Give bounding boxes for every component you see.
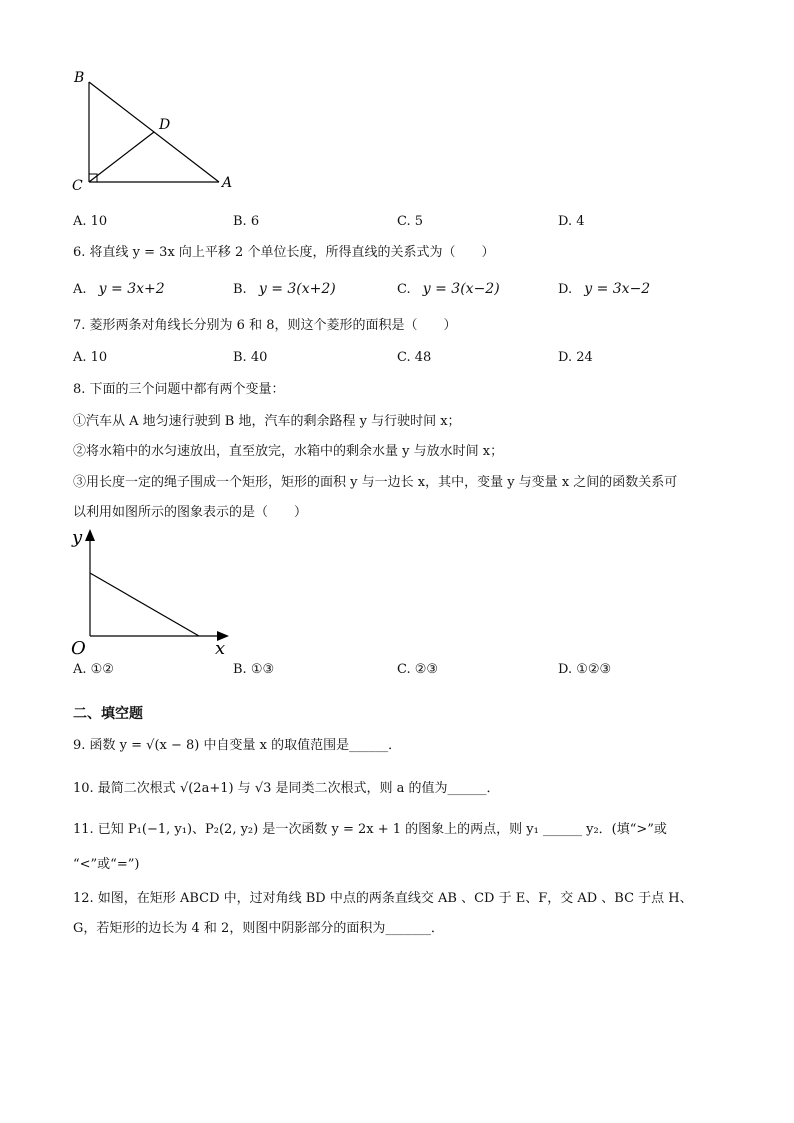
q8-option-a[interactable]: A. ①② <box>73 662 114 677</box>
label-y: y <box>72 527 83 548</box>
q5-option-c[interactable]: C. 5 <box>397 214 424 229</box>
label-x: x <box>215 638 226 658</box>
q12-text: 12. 如图，在矩形 ABCD 中，过对角线 BD 中点的两条直线交 AB 、CD 于 E、F，交 AD 、BC 于点 H、 <box>73 891 693 906</box>
q6-option-a-label: A. <box>73 282 87 297</box>
triangle-figure <box>65 65 245 195</box>
label-a: A <box>222 175 233 191</box>
q7-option-c[interactable]: C. 48 <box>397 350 432 365</box>
q6-option-c-label: C. <box>397 282 411 297</box>
q6-option-b-label: B. <box>233 282 247 297</box>
label-origin: O <box>71 638 86 658</box>
q6-stem: 6. 将直线 y = 3x 向上平移 2 个单位长度，所得直线的关系式为（ ） <box>73 245 495 260</box>
q8-option-b[interactable]: B. ①③ <box>233 662 275 677</box>
q6-option-b[interactable] <box>233 281 336 297</box>
q11-text-continued: “<”或“=”) <box>73 857 140 872</box>
q7-stem: 7. 菱形两条对角线长分别为 6 和 8，则这个菱形的面积是（ ） <box>73 318 457 333</box>
q8-stem: 8. 下面的三个问题中都有两个变量： <box>73 382 285 397</box>
q6-option-a-formula: y = 3x+2 <box>98 281 165 297</box>
q6-option-a[interactable] <box>73 281 165 297</box>
q8-item-3-continued: 以利用如图所示的图象表示的是（ ） <box>73 505 308 520</box>
q5-option-d[interactable]: D. 4 <box>558 214 585 229</box>
q8-option-c[interactable]: C. ②③ <box>397 662 439 677</box>
q6-option-c[interactable] <box>397 281 500 297</box>
y-axis-arrow <box>85 529 95 541</box>
label-c: C <box>72 178 83 194</box>
q8-item-3: ③用长度一定的绳子围成一个矩形，矩形的面积 y 与一边长 x，其中，变量 y 与变量 x 之间的函数关系可 <box>73 475 678 490</box>
q8-item-1: ①汽车从 A 地匀速行驶到 B 地，汽车的剩余路程 y 与行驶时间 x； <box>73 414 461 429</box>
q6-option-c-formula: y = 3(x−2) <box>422 281 500 297</box>
q9-text: 9. 函数 y = √(x − 8) 中自变量 x 的取值范围是______． <box>73 738 402 753</box>
q6-option-d-label: D. <box>558 282 573 297</box>
q8-item-2: ②将水箱中的水匀速放出，直至放完，水箱中的剩余水量 y 与放水时间 x； <box>73 444 504 459</box>
graph-line <box>90 573 199 636</box>
segment-cd <box>89 132 154 182</box>
q5-option-b[interactable]: B. 6 <box>233 214 260 229</box>
label-b: B <box>74 70 85 86</box>
q7-option-d[interactable]: D. 24 <box>558 350 593 365</box>
q7-option-a[interactable]: A. 10 <box>73 350 108 365</box>
function-graph <box>65 523 245 658</box>
section-title: 二、填空题 <box>73 706 143 722</box>
q6-option-d-formula: y = 3x−2 <box>584 281 651 297</box>
q12-text-continued: G，若矩形的边长为 4 和 2，则图中阴影部分的面积为_______． <box>73 921 444 936</box>
q6-option-d[interactable] <box>558 281 650 297</box>
q5-option-a[interactable]: A. 10 <box>73 214 108 229</box>
q11-text: 11. 已知 P₁(−1, y₁)、P₂(2, y₂) 是一次函数 y = 2x + 1 的图象上的两点，则 y₁ ______ y₂．(填“>”或 <box>73 822 667 837</box>
q8-option-d[interactable]: D. ①②③ <box>558 662 612 677</box>
label-d: D <box>159 117 171 133</box>
q6-option-b-formula: y = 3(x+2) <box>258 281 336 297</box>
q7-option-b[interactable]: B. 40 <box>233 350 268 365</box>
q10-text: 10. 最简二次根式 √(2a+1) 与 √3 是同类二次根式，则 a 的值为______． <box>73 781 500 796</box>
